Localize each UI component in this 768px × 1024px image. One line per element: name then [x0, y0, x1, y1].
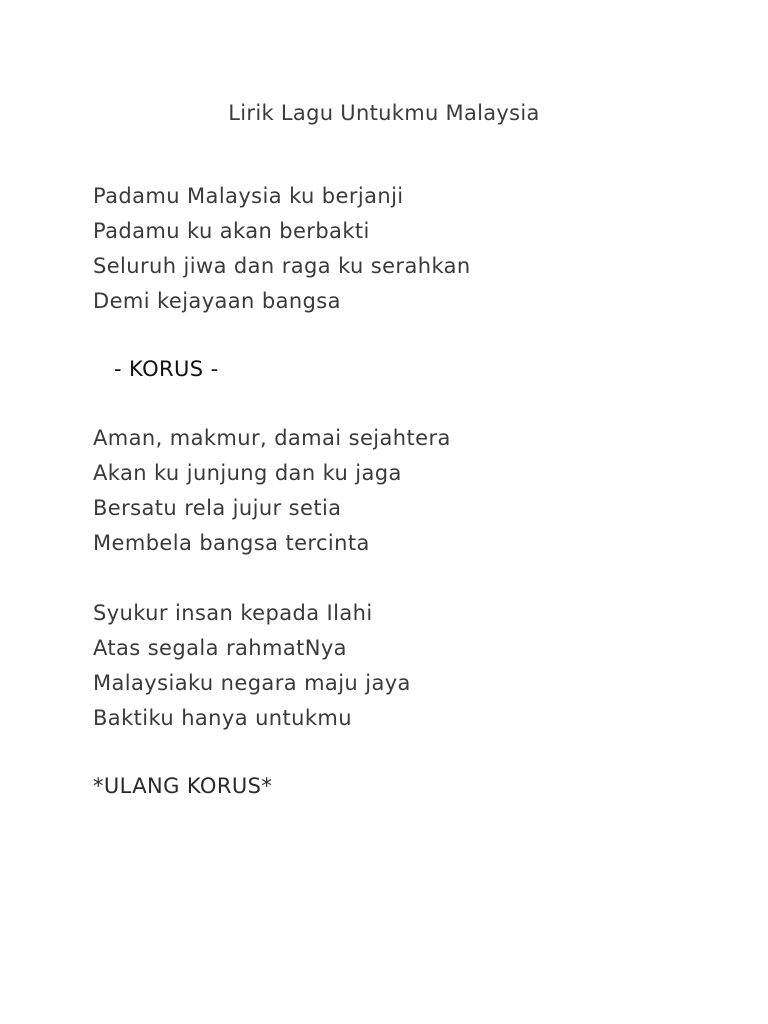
lyric-line: Aman, makmur, damai sejahtera [93, 426, 451, 450]
chorus [93, 421, 451, 561]
lyric-line: Baktiku hanya untukmu [93, 706, 352, 730]
lyric-line: Akan ku junjung dan ku jaga [93, 461, 402, 485]
verse-2 [93, 596, 411, 736]
verse-1 [93, 179, 471, 319]
lyric-line: Syukur insan kepada Ilahi [93, 601, 373, 625]
lyric-line: Bersatu rela jujur setia [93, 496, 342, 520]
lyric-line: Atas segala rahmatNya [93, 636, 347, 660]
lyric-line: Demi kejayaan bangsa [93, 289, 341, 313]
lyric-line: Padamu ku akan berbakti [93, 219, 370, 243]
lyric-line: Membela bangsa tercinta [93, 531, 370, 555]
korus-label: - KORUS - [114, 357, 219, 381]
lyric-line: Padamu Malaysia ku berjanji [93, 184, 404, 208]
lyric-line: Malaysiaku negara maju jaya [93, 671, 411, 695]
repeat-chorus-note: *ULANG KORUS* [93, 774, 273, 798]
lyric-line: Seluruh jiwa dan raga ku serahkan [93, 254, 471, 278]
document-title: Lirik Lagu Untukmu Malaysia [228, 101, 540, 125]
